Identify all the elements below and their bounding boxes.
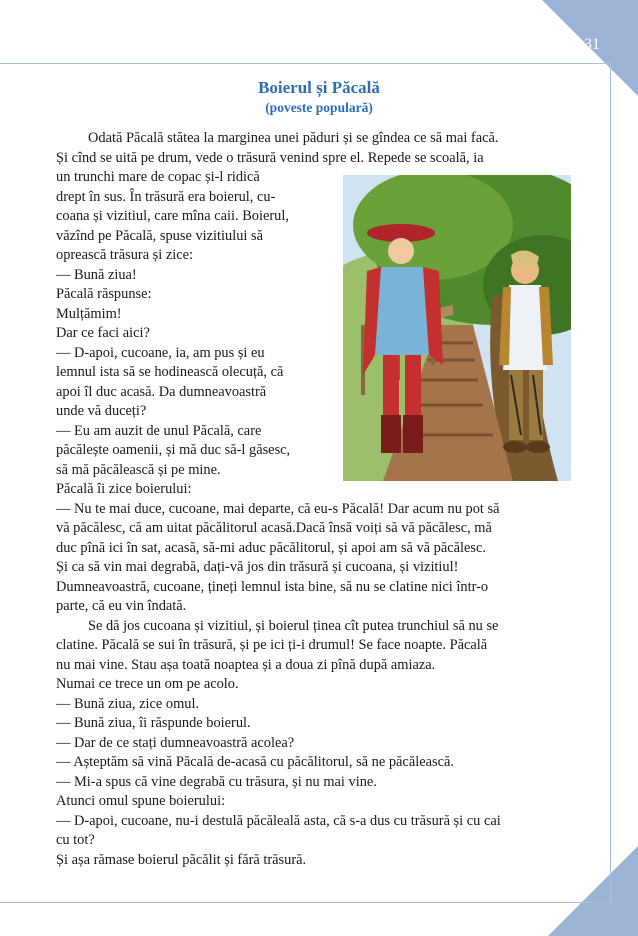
story-line: vă păcălesc, că am uitat păcălitorul acasă.Dacă însă voiți să vă păcălesc, mă (56, 520, 492, 536)
story-line: — Eu am auzit de unul Păcală, care (56, 422, 262, 439)
story-line: Numai ce trece un om pe acolo. (56, 676, 239, 692)
story-line: — Dar de ce stați dumneavoastră acolea? (56, 734, 295, 751)
story-line: Și așa rămase boierul păcălit și fără trăsură. (56, 851, 307, 868)
page-number: 31 (584, 36, 600, 53)
story-line: să mă păcălească și pe mine. (56, 461, 221, 478)
corner-decoration-bottom (548, 846, 638, 936)
story-line: — Bună ziua, îi răspunde boierul. (56, 715, 251, 731)
footer-rule (0, 902, 610, 903)
story-line: cu tot? (56, 832, 95, 848)
story-line: — Așteptăm să vină Păcală de-acasă cu păcălitorul, să ne păcălească. (56, 754, 454, 770)
story-line: — Nu te mai duce, cucoane, mai departe, că eu-s Păcală! Dar acum nu pot să (56, 500, 500, 517)
page-title: Boierul și Păcală (258, 78, 380, 97)
story-line: Atunci omul spune boierului: (56, 793, 226, 809)
story-line: — Bună ziua, zice omul. (56, 695, 200, 712)
story-line: clatine. Păcală se sui în trăsură, și pe ici ți-i drumul! Se face noapte. Păcală (56, 637, 488, 653)
story-line: Dumneavoastră, cucoane, țineți lemnul ista bine, să nu se clatine nici într-o (56, 578, 489, 595)
story-line: Păcală răspunse: (56, 286, 152, 302)
story-line: — Bună ziua! (56, 266, 137, 283)
story-line: oprească trăsura și zice: (56, 247, 194, 263)
story-line: văzînd pe Păcală, spuse vizitiului să (56, 227, 264, 244)
story-line: — D-apoi, cucoane, ia, am pus și eu (56, 344, 265, 361)
story-line: Și ca să vin mai degrabă, dați-vă jos din trăsură și cucoana, și vizitiul! (56, 559, 459, 575)
story-line: lemnul ista să se hodinească olecuță, că (56, 364, 284, 380)
page-subtitle: (poveste populară) (265, 100, 373, 115)
story-line: Dar ce faci aici? (56, 325, 150, 341)
story-line: nu mai vine. Stau așa toată noaptea și a doua zi pînă după amiaza. (56, 656, 436, 673)
illustration-image (343, 175, 571, 481)
header-rule (0, 63, 610, 64)
story-line: drept în sus. În trăsură era boierul, cu- (56, 188, 276, 205)
margin-rule (610, 63, 611, 903)
story-line: coana și vizitiul, care mîna caii. Boierul, (56, 208, 289, 224)
story-line: apoi îl duc acasă. Da dumneavoastră (56, 383, 267, 400)
story-line: — Mi-a spus că vine degrabă cu trăsura, și nu mai vine. (56, 773, 377, 790)
story-line: unde vă duceți? (56, 403, 147, 419)
story-line: Se dă jos cucoana și vizitiul, și boierul ținea cît putea trunchiul să nu se (88, 617, 499, 634)
story-line: Mulțămim! (56, 305, 122, 322)
story-line: un trunchi mare de copac și-l ridică (56, 169, 260, 185)
story-line: Păcală îi zice boierului: (56, 481, 192, 497)
story-line: Și cînd se uită pe drum, vede o trăsură venind spre el. Repede se scoală, ia (56, 149, 484, 166)
story-line: — D-apoi, cucoane, nu-i destulă păcăleală asta, că s-a dus cu trăsură și cu cai (56, 812, 501, 829)
story-line: parte, că eu vin îndată. (56, 598, 187, 614)
story-line: păcălește oamenii, și mă duc să-l găsesc, (56, 442, 291, 458)
story-line: duc pînă ici în sat, acasă, să-mi aduc păcălitorul, și apoi am să vă păcălesc. (56, 539, 486, 556)
story-line: Odată Păcală stătea la marginea unei păduri și se gîndea ce să mai facă. (88, 130, 499, 146)
story-illustration (343, 175, 571, 481)
